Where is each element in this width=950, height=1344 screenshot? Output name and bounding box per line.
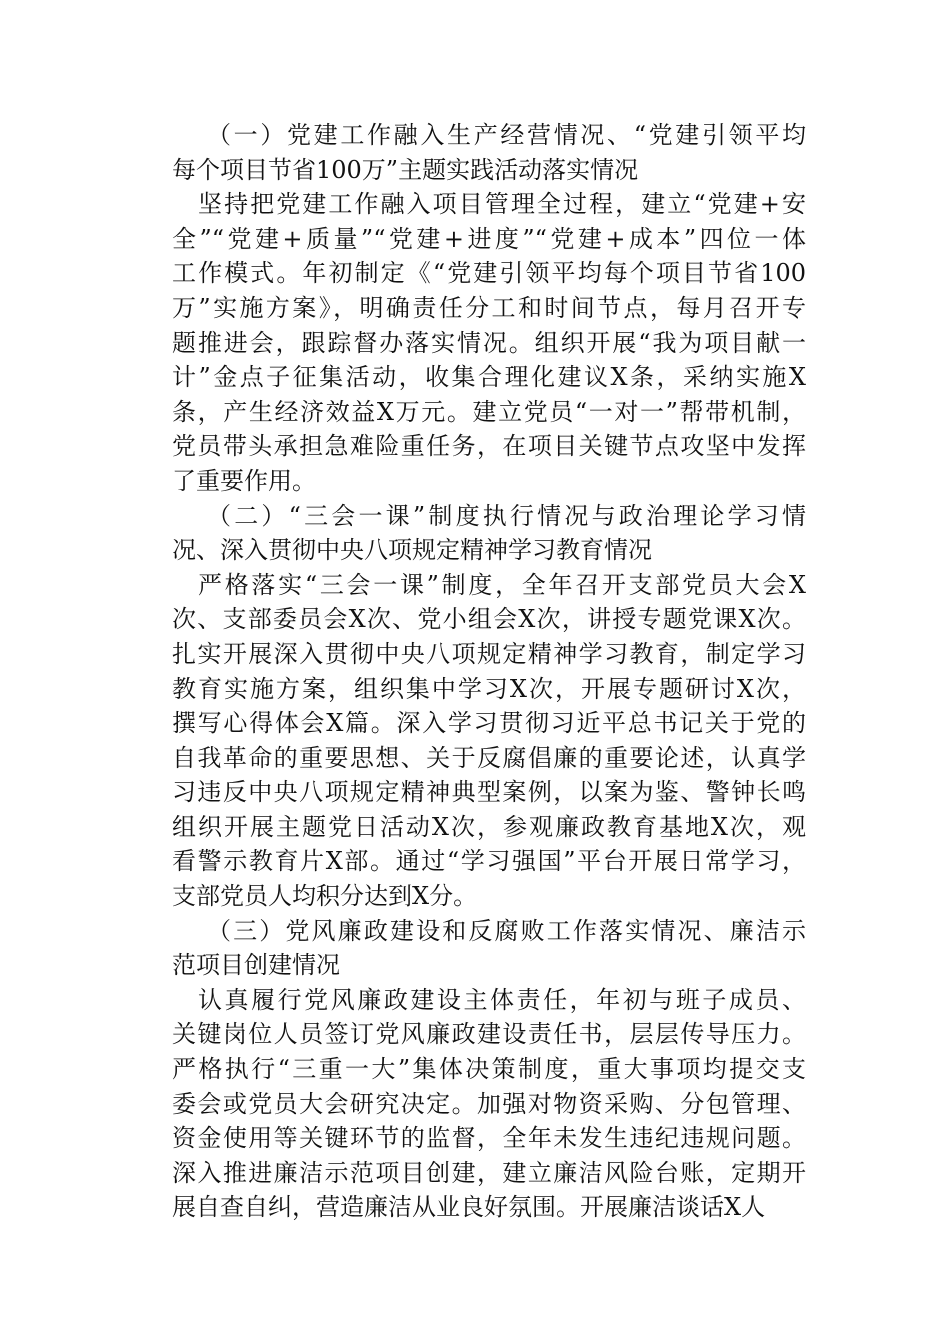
section-heading-line: 况、深入贯彻中央八项规定精神学习教育情况 xyxy=(172,536,652,565)
paragraph-line: 支部党员人均积分达到X分。 xyxy=(172,882,478,911)
paragraph-line: 条，产生经济效益X万元。建立党员“一对一”帮带机制， xyxy=(172,397,806,426)
paragraph-line: 扎实开展深入贯彻中央八项规定精神学习教育，制定学习 xyxy=(172,639,806,668)
paragraph-line: 党员带头承担急难险重任务，在项目关键节点攻坚中发挥 xyxy=(172,432,806,461)
paragraph-line: 组织开展主题党日活动X次，参观廉政教育基地X次，观 xyxy=(172,812,806,841)
paragraph-line: 深入推进廉洁示范项目创建，建立廉洁风险台账，定期开 xyxy=(172,1158,806,1187)
paragraph-line: 次、支部委员会X次、党小组会X次，讲授专题党课X次。 xyxy=(172,605,806,634)
paragraph-line: 全”“党建+质量”“党建+进度”“党建+成本”四位一体 xyxy=(172,224,806,253)
paragraph-line: 严格落实“三会一课”制度，全年召开支部党员大会X xyxy=(198,570,806,599)
paragraph-line: 工作模式。年初制定《“党建引领平均每个项目节省100 xyxy=(172,259,806,288)
section xyxy=(172,118,806,499)
paragraph-line: 委会或党员大会研究决定。加强对物资采购、分包管理、 xyxy=(172,1089,806,1118)
paragraph-line: 万”实施方案》，明确责任分工和时间节点，每月召开专 xyxy=(172,293,806,322)
paragraph-line: 展自查自纠，营造廉洁从业良好氛围。开展廉洁谈话X人 xyxy=(172,1193,766,1222)
section xyxy=(172,914,806,1225)
section-heading-line: 每个项目节省100万”主题实践活动落实情况 xyxy=(172,155,639,184)
paragraph-line: 撰写心得体会X篇。深入学习贯彻习近平总书记关于党的 xyxy=(172,709,806,738)
paragraph-line: 习违反中央八项规定精神典型案例，以案为鉴、警钟长鸣 xyxy=(172,778,806,807)
paragraph-line: 教育实施方案，组织集中学习X次，开展专题研讨X次， xyxy=(172,674,806,703)
paragraph-line: 关键岗位人员签订党风廉政建设责任书，层层传导压力。 xyxy=(172,1020,806,1049)
section-heading-line: （三）党风廉政建设和反腐败工作落实情况、廉洁示 xyxy=(207,916,806,945)
paragraph-line: 坚持把党建工作融入项目管理全过程，建立“党建+安 xyxy=(198,190,806,219)
paragraph-line: 了重要作用。 xyxy=(172,466,316,495)
paragraph-line: 认真履行党风廉政建设主体责任，年初与班子成员、 xyxy=(198,985,806,1014)
section xyxy=(172,499,806,914)
section-heading-line: （二）“三会一课”制度执行情况与政治理论学习情 xyxy=(207,501,806,530)
paragraph-line: 看警示教育片X部。通过“学习强国”平台开展日常学习， xyxy=(172,847,806,876)
paragraph-line: 自我革命的重要思想、关于反腐倡廉的重要论述，认真学 xyxy=(172,743,806,772)
section-heading-line: （一）党建工作融入生产经营情况、“党建引领平均 xyxy=(207,121,806,149)
paragraph-line: 计”金点子征集活动，收集合理化建议X条，采纳实施X xyxy=(172,363,806,392)
paragraph-line: 严格执行“三重一大”集体决策制度，重大事项均提交支 xyxy=(172,1055,806,1084)
section-heading-line: 范项目创建情况 xyxy=(172,951,340,980)
paragraph-line: 题推进会，跟踪督办落实情况。组织开展“我为项目献一 xyxy=(172,328,806,357)
paragraph-line: 资金使用等关键环节的监督，全年未发生违纪违规问题。 xyxy=(172,1124,806,1153)
document-page xyxy=(172,118,806,1225)
